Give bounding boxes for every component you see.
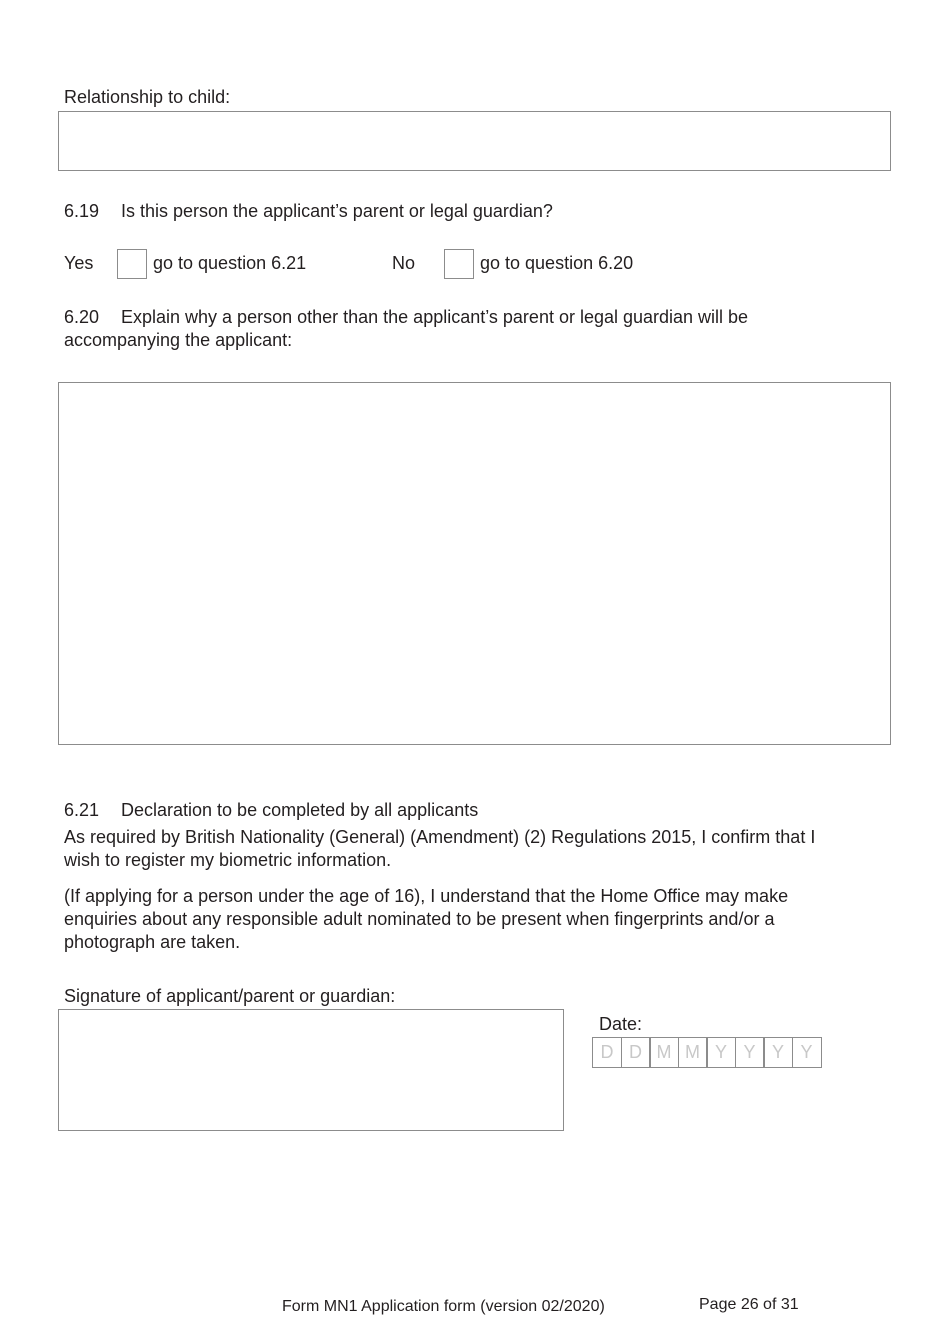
question-6-20 (64, 306, 748, 329)
no-checkbox[interactable] (444, 249, 474, 279)
declaration-title: Declaration to be completed by all applicants (121, 800, 479, 820)
yes-checkbox[interactable] (117, 249, 147, 279)
question-number: 6.20 (64, 307, 100, 327)
question-text-line1: Explain why a person other than the applicant’s parent or legal guardian will be (121, 307, 749, 327)
declaration-para1-line1: As required by British Nationality (General) (Amendment) (2) Regulations 2015, I confirm that I (64, 827, 816, 847)
date-month-1[interactable]: M (649, 1037, 679, 1068)
question-6-21 (64, 799, 478, 822)
explanation-input[interactable] (58, 382, 891, 745)
date-day-1[interactable]: D (592, 1037, 622, 1068)
no-goto-text: go to question 6.20 (480, 253, 634, 273)
relationship-label: Relationship to child: (64, 87, 231, 107)
declaration-para2-line2: enquiries about any responsible adult nominated to be present when fingerprints and/or a (64, 909, 775, 929)
no-label: No (392, 253, 416, 273)
date-year-1[interactable]: Y (706, 1037, 736, 1068)
relationship-input[interactable] (58, 111, 891, 171)
declaration-para1-line2: wish to register my biometric information. (64, 850, 392, 870)
date-month-2[interactable]: M (678, 1037, 708, 1068)
date-year-2[interactable]: Y (735, 1037, 765, 1068)
question-number: 6.21 (64, 800, 100, 820)
date-input (592, 1037, 822, 1068)
footer-page-number: Page 26 of 31 (699, 1296, 799, 1313)
signature-label: Signature of applicant/parent or guardian: (64, 986, 396, 1006)
declaration-para2-line3: photograph are taken. (64, 932, 241, 952)
question-6-19 (64, 200, 553, 223)
question-text: Is this person the applicant’s parent or legal guardian? (121, 201, 553, 221)
date-year-4[interactable]: Y (792, 1037, 822, 1068)
signature-box[interactable] (58, 1009, 564, 1131)
question-text-line2: accompanying the applicant: (64, 330, 293, 350)
yes-label: Yes (64, 253, 94, 273)
date-day-2[interactable]: D (621, 1037, 651, 1068)
declaration-para2-line1: (If applying for a person under the age of 16), I understand that the Home Office may make (64, 886, 789, 906)
yes-goto-text: go to question 6.21 (153, 253, 307, 273)
footer-form-name: Form MN1 Application form (version 02/2020) (282, 1298, 605, 1315)
question-number: 6.19 (64, 201, 100, 221)
date-year-3[interactable]: Y (763, 1037, 793, 1068)
date-label: Date: (599, 1014, 643, 1034)
